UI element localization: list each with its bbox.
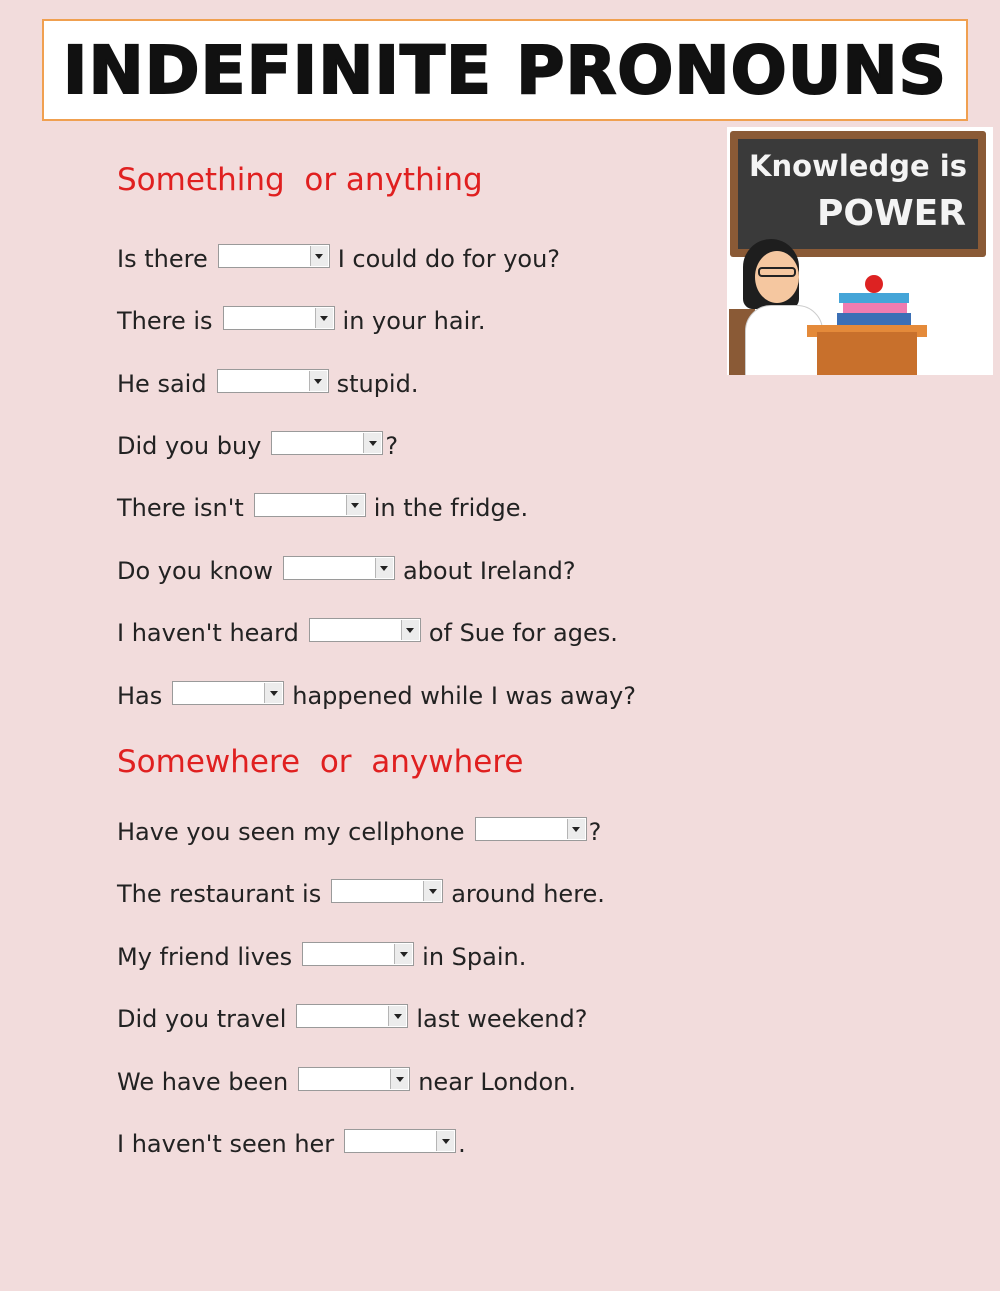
chevron-down-icon[interactable] xyxy=(310,246,328,266)
sentence-end: near London. xyxy=(418,1068,576,1096)
apple-icon xyxy=(865,275,883,293)
sentence-start: He said xyxy=(117,370,207,398)
answer-dropdown[interactable] xyxy=(296,1004,408,1028)
answer-dropdown[interactable] xyxy=(344,1129,456,1153)
answer-dropdown[interactable] xyxy=(331,879,443,903)
sentence-end: in the fridge. xyxy=(373,494,529,522)
answer-dropdown[interactable] xyxy=(172,681,284,705)
section-title-somewhere-anywhere: Somewhere or anywhere xyxy=(117,744,524,780)
exercise-row xyxy=(117,618,618,648)
sentence-start: I haven't heard xyxy=(117,619,299,647)
glasses-icon xyxy=(758,267,796,277)
sentence-end: ? xyxy=(588,818,602,846)
sentence-end: stupid. xyxy=(336,370,419,398)
exercise-row xyxy=(117,431,398,461)
chalkboard-line-1: Knowledge is xyxy=(749,149,967,183)
exercise-row xyxy=(117,1067,576,1097)
chevron-down-icon[interactable] xyxy=(388,1006,406,1026)
knowledge-is-power-illustration xyxy=(727,127,993,375)
exercise-row xyxy=(117,306,486,336)
chalkboard-surface xyxy=(738,139,978,249)
answer-dropdown[interactable] xyxy=(217,369,329,393)
teacher-body-icon xyxy=(745,305,823,375)
exercise-row xyxy=(117,817,601,847)
sentence-end: ? xyxy=(385,432,399,460)
sentence-start: Do you know xyxy=(117,557,273,585)
sentence-end: of Sue for ages. xyxy=(428,619,618,647)
book-icon xyxy=(839,293,909,303)
exercise-row xyxy=(117,493,528,523)
answer-dropdown[interactable] xyxy=(298,1067,410,1091)
sentence-end: in your hair. xyxy=(342,307,486,335)
title-banner xyxy=(42,19,968,121)
sentence-start: Has xyxy=(117,682,163,710)
chevron-down-icon[interactable] xyxy=(390,1069,408,1089)
exercise-row xyxy=(117,369,418,399)
section-title-something-anything: Something or anything xyxy=(117,162,483,198)
answer-dropdown[interactable] xyxy=(254,493,366,517)
sentence-start: Is there xyxy=(117,245,208,273)
chevron-down-icon[interactable] xyxy=(363,433,381,453)
exercise-row xyxy=(117,942,526,972)
sentence-start: There isn't xyxy=(117,494,244,522)
answer-dropdown[interactable] xyxy=(475,817,587,841)
chevron-down-icon[interactable] xyxy=(436,1131,454,1151)
chevron-down-icon[interactable] xyxy=(401,620,419,640)
exercise-row xyxy=(117,879,605,909)
sentence-end: about Ireland? xyxy=(402,557,576,585)
answer-dropdown[interactable] xyxy=(283,556,395,580)
chevron-down-icon[interactable] xyxy=(309,371,327,391)
chevron-down-icon[interactable] xyxy=(394,944,412,964)
sentence-start: We have been xyxy=(117,1068,289,1096)
answer-dropdown[interactable] xyxy=(223,306,335,330)
chevron-down-icon[interactable] xyxy=(423,881,441,901)
sentence-start: My friend lives xyxy=(117,943,293,971)
sentence-start: Did you travel xyxy=(117,1005,287,1033)
chevron-down-icon[interactable] xyxy=(315,308,333,328)
sentence-start: I haven't seen her xyxy=(117,1130,335,1158)
sentence-start: There is xyxy=(117,307,213,335)
desk-icon xyxy=(817,332,917,375)
chevron-down-icon[interactable] xyxy=(346,495,364,515)
chevron-down-icon[interactable] xyxy=(567,819,585,839)
exercise-row xyxy=(117,244,560,274)
chalkboard-line-2: POWER xyxy=(816,193,966,234)
exercise-row xyxy=(117,1004,587,1034)
sentence-start: The restaurant is xyxy=(117,880,322,908)
book-icon xyxy=(837,313,911,325)
exercise-row xyxy=(117,556,576,586)
sentence-end: last weekend? xyxy=(416,1005,588,1033)
answer-dropdown[interactable] xyxy=(309,618,421,642)
page-title: INDEFINITE PRONOUNS xyxy=(62,31,948,109)
teacher-face-icon xyxy=(755,251,799,303)
exercise-row xyxy=(117,681,636,711)
chevron-down-icon[interactable] xyxy=(264,683,282,703)
answer-dropdown[interactable] xyxy=(271,431,383,455)
book-icon xyxy=(843,303,907,313)
sentence-start: Have you seen my cellphone xyxy=(117,818,465,846)
sentence-end: I could do for you? xyxy=(337,245,561,273)
answer-dropdown[interactable] xyxy=(218,244,330,268)
sentence-end: in Spain. xyxy=(422,943,527,971)
chevron-down-icon[interactable] xyxy=(375,558,393,578)
answer-dropdown[interactable] xyxy=(302,942,414,966)
sentence-end: . xyxy=(458,1130,466,1158)
sentence-start: Did you buy xyxy=(117,432,262,460)
sentence-end: around here. xyxy=(451,880,605,908)
sentence-end: happened while I was away? xyxy=(292,682,636,710)
exercise-row xyxy=(117,1129,466,1159)
